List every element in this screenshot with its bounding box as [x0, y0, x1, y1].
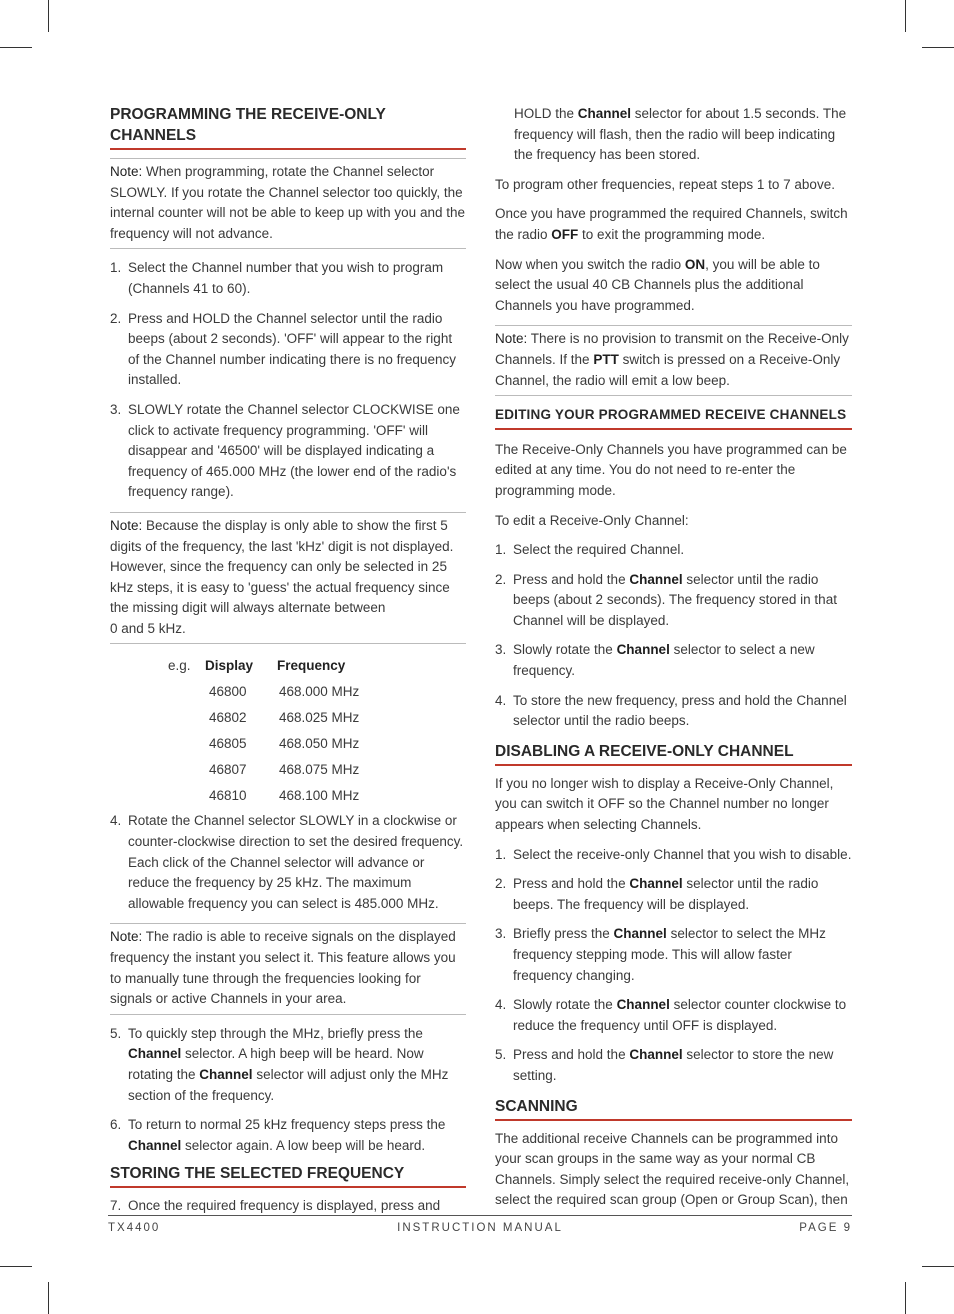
step-number: 6. — [110, 1117, 122, 1133]
step-text: Rotate the Channel selector SLOWLY in a clockwise or counter-clockwise direction to set the desired frequency. Each click of the Channel selector will advance or reduce the frequency by 25 kHz. The maximum allowable frequency you can select is 485.000 MHz. — [128, 813, 464, 911]
section-heading-storing: STORING THE SELECTED FREQUENCY — [110, 1163, 466, 1188]
step-number: 5. — [110, 1025, 122, 1041]
column-header-frequency: Frequency — [277, 658, 346, 674]
frequency-cell: 468.050 MHz — [279, 736, 360, 752]
table-row — [168, 783, 359, 809]
step-item — [110, 1196, 466, 1217]
paragraph: If you no longer wish to display a Receive-Only Channel, you can switch it OFF so the Channel number no longer appears when selecting Channels. — [495, 775, 834, 833]
left-column — [110, 104, 466, 1226]
paragraph: To edit a Receive-Only Channel: — [495, 512, 689, 528]
note-receive-instant — [110, 923, 466, 1014]
crop-mark — [0, 1266, 32, 1267]
note-label: Note: — [495, 331, 528, 347]
step-number: 7. — [110, 1198, 122, 1214]
page-footer — [108, 1215, 852, 1234]
frequency-cell: 468.000 MHz — [279, 684, 360, 700]
step-item: 6. To return to normal 25 kHz frequency steps press the Channel selector again. A low beep will be heard. — [110, 1117, 446, 1153]
step-item — [110, 258, 466, 299]
step-text: Once the required frequency is displayed, press and — [128, 1198, 441, 1214]
step-text: SLOWLY rotate the Channel selector CLOCKWISE one click to activate frequency programming. 'OFF' will disappear and '46500' will be displayed indicating a frequency of 465.000 MHz (the lower end of the radio's frequency range). — [128, 401, 460, 500]
step-number: 5. — [495, 1047, 507, 1063]
eg-label: e.g. — [168, 658, 191, 674]
step-text: Select the Channel number that you wish to program (Channels 41 to 60). — [128, 260, 444, 296]
step-item: 2. Press and hold the Channel selector until the radio beeps. The frequency will be displayed. — [495, 876, 819, 912]
footer-model: TX4400 — [108, 1222, 161, 1234]
note-label: Note: — [110, 929, 143, 945]
step-number: 4. — [495, 997, 507, 1013]
step-number: 1. — [495, 542, 507, 558]
step-item — [110, 309, 466, 391]
programming-steps — [110, 258, 466, 503]
note-text: Because the display is only able to show the first 5 digits of the frequency, the last 'kHz' digit is not displayed. However, since the frequency can only be selected in 25 kHz steps, it is easy to 'guess' the actual frequency since the missing digit will always alternate between — [110, 517, 454, 616]
paragraph: Now when you switch the radio ON, you will be able to select the usual 40 CB Channels plus the additional Channels you have programmed. — [495, 256, 820, 313]
crop-mark — [922, 1266, 954, 1267]
step-item: 4. Slowly rotate the Channel selector counter clockwise to reduce the frequency until OFF is displayed. — [495, 997, 847, 1033]
frequency-cell: 468.100 MHz — [279, 788, 360, 804]
programming-steps-mhz — [110, 1024, 466, 1157]
step-number: 2. — [495, 876, 507, 892]
step-number: 4. — [495, 692, 507, 708]
step-item: 1. Select the required Channel. — [495, 540, 852, 561]
paragraph: The Receive-Only Channels you have programmed can be edited at any time. You do not need to re-enter the programming mode. — [495, 441, 847, 498]
table-row — [168, 757, 359, 783]
step-number: 2. — [110, 310, 122, 326]
table-row — [168, 705, 359, 731]
crop-mark — [48, 1282, 49, 1314]
paragraph: Once you have programmed the required Channels, switch the radio OFF to exit the programming mode. — [495, 206, 848, 242]
crop-mark — [905, 0, 906, 32]
note-label: Note: — [110, 517, 143, 533]
display-cell: 46810 — [209, 788, 247, 804]
table-row — [168, 679, 359, 705]
paragraph: The additional receive Channels can be programmed into your scan groups in the same way as your normal CB Channels. Simply select the required receive-only Channel, select the required scan group (Open or Group Scan), then — [495, 1130, 850, 1208]
frequency-example-table — [168, 653, 359, 809]
note-label: Note: — [110, 164, 143, 179]
step-item: 3. Briefly press the Channel selector to select the MHz frequency stepping mode. This will allow faster frequency changing. — [495, 926, 826, 983]
crop-mark — [48, 0, 49, 32]
display-cell: 46807 — [209, 762, 247, 778]
step-text: Press and HOLD the Channel selector until the radio beeps (about 2 seconds). 'OFF' will appear to the right of the Channel number indicating there is no frequency installed. — [128, 310, 456, 388]
paragraph: To program other frequencies, repeat steps 1 to 7 above. — [495, 176, 835, 192]
section-heading-programming: PROGRAMMING THE RECEIVE-ONLY CHANNELS — [110, 104, 466, 150]
step-item: 5. To quickly step through the MHz, briefly press the Channel selector. A high beep will be heard. Now rotating the Channel selector will adjust only the MHz section of the frequency. — [110, 1025, 449, 1103]
display-cell: 46802 — [209, 710, 247, 726]
step-number: 1. — [110, 260, 122, 276]
display-cell: 46800 — [209, 684, 247, 700]
step-item: 5. Press and hold the Channel selector to store the new setting. — [495, 1047, 834, 1083]
footer-title: INSTRUCTION MANUAL — [397, 1222, 563, 1234]
frequency-cell: 468.075 MHz — [279, 762, 360, 778]
step-number: 1. — [495, 846, 507, 862]
note-programming-speed — [110, 158, 466, 249]
section-heading-editing: EDITING YOUR PROGRAMMED RECEIVE CHANNELS — [495, 405, 852, 430]
column-header-display: Display — [205, 658, 254, 674]
step-item: 1. Select the receive-only Channel that you wish to disable. — [495, 845, 852, 866]
crop-mark — [0, 47, 32, 48]
note-display-digits — [110, 512, 466, 645]
note-text: The radio is able to receive signals on the displayed frequency the instant you select it. This feature allows you to manually tune through the frequencies looking for signals or active Channels in your area. — [110, 929, 456, 1007]
footer-page-number: PAGE 9 — [799, 1222, 852, 1234]
right-column — [495, 104, 852, 1220]
frequency-cell: 468.025 MHz — [279, 710, 360, 726]
section-heading-disabling: DISABLING A RECEIVE-ONLY CHANNEL — [495, 741, 852, 766]
step-number: 3. — [495, 642, 507, 658]
step-7-continued: HOLD the Channel selector for about 1.5 seconds. The frequency will flash, then the radio will beep indicating the frequency has been stored. — [514, 106, 847, 163]
step-number: 3. — [110, 401, 122, 417]
step-number: 4. — [110, 813, 122, 829]
storing-steps — [110, 1196, 466, 1217]
step-number: 2. — [495, 571, 507, 587]
step-item: 3. Slowly rotate the Channel selector to select a new frequency. — [495, 642, 815, 679]
note-text-tail: 0 and 5 kHz. — [110, 620, 186, 636]
note-text: When programming, rotate the Channel selector SLOWLY. If you rotate the Channel selector too quickly, the internal counter will not be able to keep up with you and the frequency will not advance. — [110, 164, 465, 241]
step-item: 2. Press and hold the Channel selector until the radio beeps (about 2 seconds). The frequency stored in that Channel will be displayed. — [495, 571, 837, 628]
crop-mark — [905, 1282, 906, 1314]
table-header-row — [168, 653, 359, 679]
display-cell: 46805 — [209, 736, 247, 752]
note-no-transmit: Note: There is no provision to transmit on the Receive-Only Channels. If the PTT switch is pressed on a Receive-Only Channel, the radio will emit a low beep. — [495, 325, 852, 396]
programming-steps-cont — [110, 811, 466, 914]
editing-steps — [495, 540, 852, 732]
step-item — [110, 811, 466, 914]
step-item — [110, 400, 466, 503]
crop-mark — [922, 47, 954, 48]
disabling-steps — [495, 845, 852, 1087]
step-item: 4. To store the new frequency, press and hold the Channel selector until the radio beeps. — [495, 692, 847, 729]
section-heading-scanning: SCANNING — [495, 1096, 852, 1121]
table-row — [168, 731, 359, 757]
step-number: 3. — [495, 926, 507, 942]
